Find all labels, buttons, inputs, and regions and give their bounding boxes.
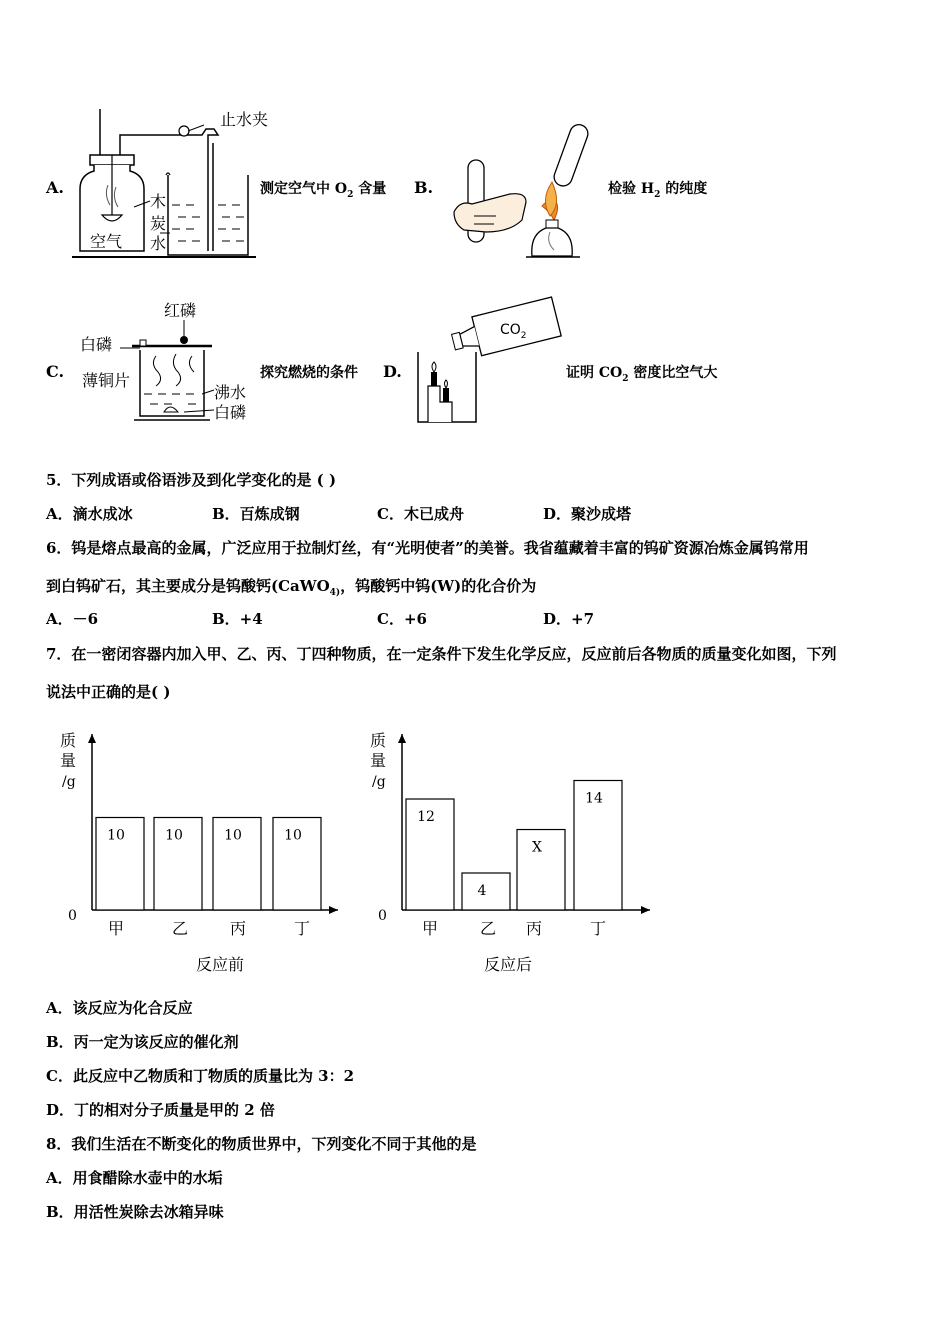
bar-value-label: 4 (477, 883, 487, 899)
chart-title: 反应后 (483, 955, 533, 974)
q6-stem-line1: 6．钨是熔点最高的金属，广泛应用于拉制灯丝，有“光明使者”的美誉。我省蕴藏着丰富的钨矿资源冶炼金属钨常用 (46, 539, 809, 557)
combustion-conditions-figure (80, 298, 260, 428)
chart-after-reaction (362, 722, 662, 982)
red-phosphorus-label: 红磷 (164, 301, 197, 320)
y-axis-unit: /g (372, 774, 386, 790)
hydrogen-purity-test-figure (450, 120, 610, 260)
option-a-caption: 测定空气中 $O_2$ 含量 (260, 181, 387, 200)
wood-label: 木 (150, 192, 167, 211)
co2-bottle-label: $CO_2$ (500, 322, 527, 341)
q8-option-a: A．用食醋除水壶中的水垢 (46, 1169, 223, 1187)
option-b-letter: B. (414, 178, 434, 197)
q6-option-c: C．+6 (377, 610, 427, 628)
q5-stem: 5．下列成语或俗语涉及到化学变化的是 ( ) (46, 471, 337, 489)
q8-option-b: B．用活性炭除去冰箱异味 (46, 1203, 224, 1221)
category-label: 丙 (229, 919, 247, 938)
q6-option-d: D．+7 (543, 610, 595, 628)
category-label: 丁 (589, 919, 607, 938)
copper-sheet-label: 薄铜片 (82, 371, 131, 390)
y-axis-label-char-1: 质 (60, 731, 77, 750)
category-label: 乙 (479, 919, 497, 938)
q7-option-b: B．丙一定为该反应的催化剂 (46, 1033, 239, 1051)
clamp-label: 止水夹 (220, 110, 269, 129)
bar-value-label: 14 (585, 790, 603, 807)
air-oxygen-apparatus-figure (72, 105, 269, 260)
q5-option-b: B．百炼成钢 (212, 505, 300, 523)
y-axis-unit: /g (62, 774, 76, 790)
category-label: 甲 (421, 919, 439, 938)
y-axis-label-char-2: 量 (60, 751, 77, 770)
q5-option-d: D．聚沙成塔 (543, 505, 632, 523)
bar-value-label: 10 (107, 827, 125, 844)
q7-stem-line2: 说法中正确的是( ) (46, 683, 171, 701)
q7-option-a: A．该反应为化合反应 (46, 999, 193, 1017)
option-d-letter: D. (383, 362, 402, 381)
x-axis-arrow (641, 906, 650, 914)
boiling-water-label: 沸水 (214, 383, 247, 402)
option-d-caption: 证明 $CO_2$ 密度比空气大 (566, 365, 718, 384)
q7-option-c: C．此反应中乙物质和丁物质的质量比为 3：2 (46, 1067, 355, 1085)
bar-value-label: 12 (417, 809, 435, 825)
q6-stem-line2: 到白钨矿石，其主要成分是钨酸钙(CaWO$_{4)}$，钨酸钙中钨(W)的化合价为 (46, 577, 537, 598)
water-label: 水 (150, 234, 167, 253)
q8-stem: 8．我们生活在不断变化的物质世界中，下列变化不同于其他的是 (46, 1135, 477, 1153)
q5-option-a: A．滴水成冰 (46, 505, 133, 523)
y-axis-arrow (398, 734, 406, 743)
q7-stem-line1: 7．在一密闭容器内加入甲、乙、丙、丁四种物质，在一定条件下发生化学反应，反应前后各物质的质量变化如图，下列 (46, 645, 837, 663)
y-axis-label-char-1: 质 (370, 731, 387, 750)
bar-value-label: X (532, 839, 542, 856)
q6-option-a: A．－6 (46, 610, 99, 628)
air-label: 空气 (90, 232, 123, 251)
white-phosphorus-top-label: 白磷 (80, 335, 113, 354)
category-label: 丁 (293, 919, 311, 938)
charcoal-label: 炭 (150, 214, 167, 233)
x-axis-arrow (329, 906, 338, 914)
co2-density-figure (412, 296, 562, 426)
bar-value-label: 10 (284, 827, 302, 844)
category-label: 甲 (107, 919, 125, 938)
category-label: 丙 (525, 919, 543, 938)
chart-title: 反应前 (195, 955, 245, 974)
option-c-letter: C. (46, 362, 65, 381)
origin-label: 0 (378, 908, 387, 924)
origin-label: 0 (68, 908, 77, 924)
q6-option-b: B．+4 (212, 610, 263, 628)
q5-option-c: C．木已成舟 (377, 505, 464, 523)
category-label: 乙 (171, 919, 189, 938)
option-b-caption: 检验 $H_2$ 的纯度 (608, 181, 708, 200)
bar-value-label: 10 (165, 827, 183, 844)
y-axis-arrow (88, 734, 96, 743)
y-axis-label-char-2: 量 (370, 751, 387, 770)
option-a-letter: A. (46, 178, 64, 197)
chart-before-reaction (50, 722, 350, 982)
white-phosphorus-bottom-label: 白磷 (214, 403, 247, 422)
bar-value-label: 10 (224, 827, 242, 844)
option-c-caption: 探究燃烧的条件 (260, 365, 358, 381)
q7-option-d: D．丁的相对分子质量是甲的 2 倍 (46, 1101, 275, 1119)
